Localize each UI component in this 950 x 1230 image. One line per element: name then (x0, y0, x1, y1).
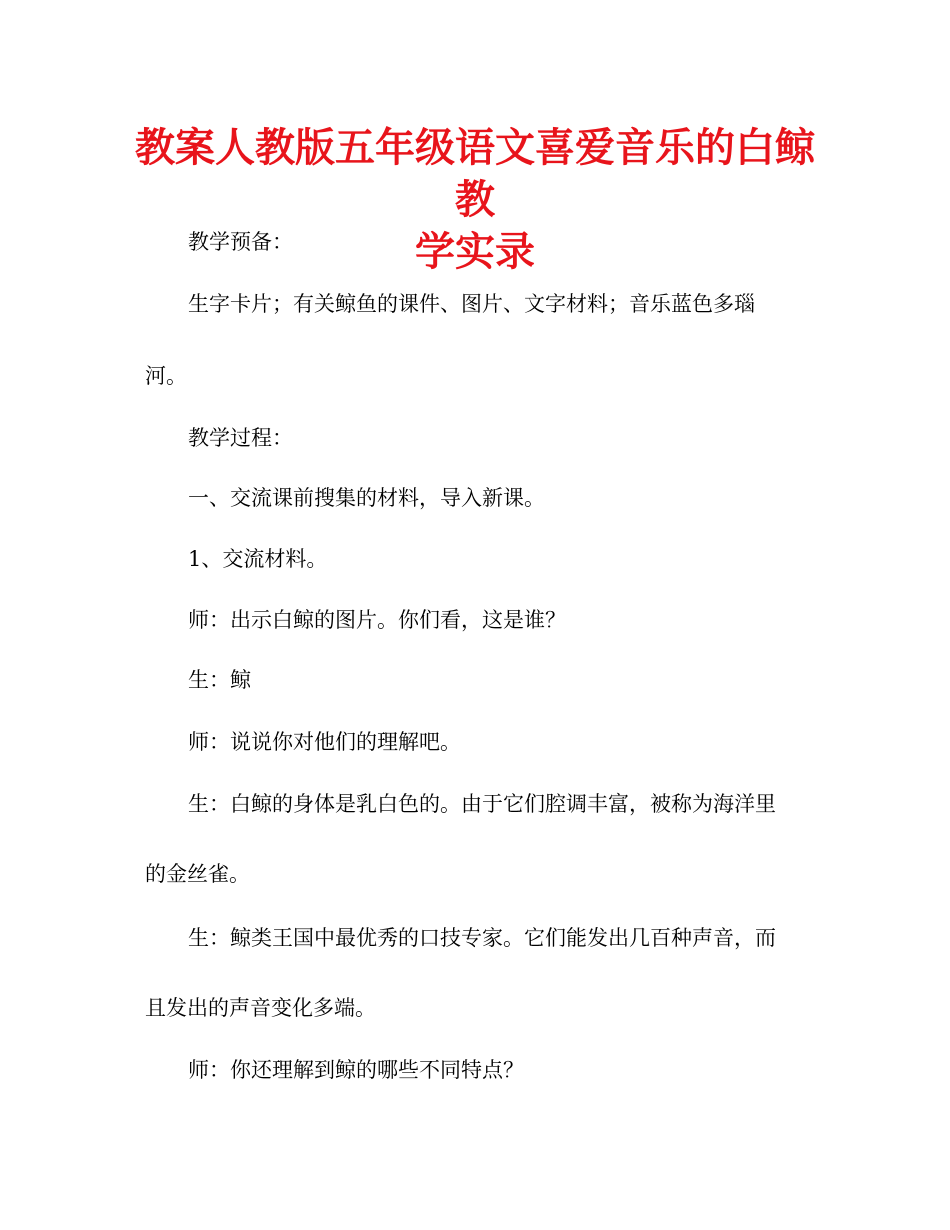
paragraph-section-1: 一、交流课前搜集的材料，导入新课。 (188, 486, 545, 510)
paragraph-teacher-1: 师：出示白鲸的图片。你们看，这是谁？ (188, 608, 566, 632)
paragraph-student-1: 生：鲸 (188, 668, 251, 692)
paragraph-step-1: 1、交流材料。 (188, 547, 328, 571)
paragraph-student-3-cont: 且发出的声音变化多端。 (145, 996, 376, 1020)
paragraph-prep-heading: 教学预备： (188, 230, 293, 254)
paragraph-student-2: 生：白鲸的身体是乳白色的。由于它们腔调丰富，被称为海洋里 (188, 792, 776, 816)
paragraph-materials: 生字卡片；有关鲸鱼的课件、图片、文字材料；音乐蓝色多瑙 (188, 292, 755, 316)
paragraph-teacher-3: 师：你还理解到鲸的哪些不同特点？ (188, 1058, 524, 1082)
paragraph-student-2-cont: 的金丝雀。 (145, 862, 250, 886)
title-line-1: 教案人教版五年级语文喜爱音乐的白鲸教 (135, 125, 815, 223)
paragraph-student-3: 生：鲸类王国中最优秀的口技专家。它们能发出几百种声音，而 (188, 926, 776, 950)
paragraph-teacher-2: 师：说说你对他们的理解吧。 (188, 730, 461, 754)
title-line-2: 学实录 (415, 229, 535, 275)
paragraph-materials-cont: 河。 (145, 364, 187, 388)
paragraph-process-heading: 教学过程： (188, 426, 293, 450)
